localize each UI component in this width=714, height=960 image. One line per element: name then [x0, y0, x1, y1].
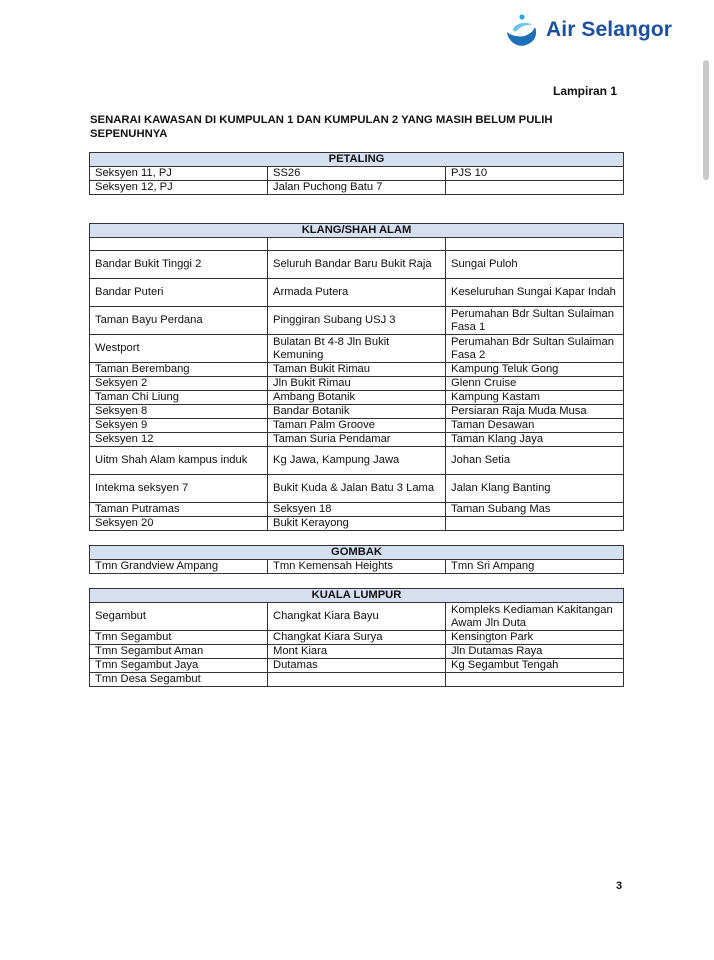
table-cell: Taman Subang Mas	[446, 503, 624, 517]
table-row	[90, 447, 624, 475]
table-cell: Changkat Kiara Surya	[268, 631, 446, 645]
table-cell: Perumahan Bdr Sultan Sulaiman Fasa 2	[446, 335, 624, 363]
table-cell: PJS 10	[446, 167, 624, 181]
table-cell: Ambang Botanik	[268, 391, 446, 405]
table-cell: Tmn Grandview Ampang	[90, 560, 268, 574]
table-cell: Bukit Kuda & Jalan Batu 3 Lama	[268, 475, 446, 503]
table-row	[90, 419, 624, 433]
table-cell: Kensington Park	[446, 631, 624, 645]
table-row	[90, 391, 624, 405]
table-gombak	[89, 545, 624, 574]
table-row	[90, 475, 624, 503]
table-cell: Armada Putera	[268, 279, 446, 307]
table-row	[90, 433, 624, 447]
table-cell: Kampung Teluk Gong	[446, 363, 624, 377]
table-row	[90, 503, 624, 517]
table-cell: Seksyen 18	[268, 503, 446, 517]
table-cell: Johan Setia	[446, 447, 624, 475]
table-row	[90, 279, 624, 307]
table-cell	[446, 181, 624, 195]
table-row	[90, 517, 624, 531]
table-cell: Changkat Kiara Bayu	[268, 603, 446, 631]
table-row	[90, 167, 624, 181]
table-row	[90, 673, 624, 687]
table-cell: Bandar Puteri	[90, 279, 268, 307]
table-cell: Seksyen 8	[90, 405, 268, 419]
table-cell: SS26	[268, 167, 446, 181]
table-cell: Seksyen 12	[90, 433, 268, 447]
table-cell: Persiaran Raja Muda Musa	[446, 405, 624, 419]
table-cell	[446, 673, 624, 687]
table-cell: Kampung Kastam	[446, 391, 624, 405]
table-cell: Tmn Segambut Jaya	[90, 659, 268, 673]
table-cell: Jln Dutamas Raya	[446, 645, 624, 659]
table-row	[90, 238, 624, 251]
table-row	[90, 377, 624, 391]
table-cell: Bandar Bukit Tinggi 2	[90, 251, 268, 279]
table-row	[90, 603, 624, 631]
table-cell: Bukit Kerayong	[268, 517, 446, 531]
table-cell	[268, 673, 446, 687]
table-cell: Seluruh Bandar Baru Bukit Raja	[268, 251, 446, 279]
table-cell: Taman Berembang	[90, 363, 268, 377]
table-cell: Jalan Puchong Batu 7	[268, 181, 446, 195]
table-cell: Taman Klang Jaya	[446, 433, 624, 447]
table-cell: Tmn Kemensah Heights	[268, 560, 446, 574]
scrollbar[interactable]	[703, 60, 709, 180]
air-selangor-logo	[504, 12, 672, 48]
table-cell: Kompleks Kediaman Kakitangan Awam Jln Duta	[446, 603, 624, 631]
table-cell: Mont Kiara	[268, 645, 446, 659]
water-drop-icon	[504, 12, 542, 48]
table-cell: Seksyen 12, PJ	[90, 181, 268, 195]
table-cell: Bulatan Bt 4-8 Jln Bukit Kemuning	[268, 335, 446, 363]
table-cell: Jln Bukit Rimau	[268, 377, 446, 391]
table-cell: Glenn Cruise	[446, 377, 624, 391]
logo-text: Air Selangor	[546, 18, 673, 41]
table-cell: Kg Segambut Tengah	[446, 659, 624, 673]
table-cell: Seksyen 20	[90, 517, 268, 531]
table-cell: Tmn Sri Ampang	[446, 560, 624, 574]
table-cell: Taman Chi Liung	[90, 391, 268, 405]
table-row	[90, 631, 624, 645]
table-cell: Bandar Botanik	[268, 405, 446, 419]
table-row	[90, 251, 624, 279]
table-row	[90, 405, 624, 419]
lampiran-label: Lampiran 1	[553, 84, 618, 98]
table-cell: Taman Bukit Rimau	[268, 363, 446, 377]
table-cell: Jalan Klang Banting	[446, 475, 624, 503]
table-cell: Tmn Segambut Aman	[90, 645, 268, 659]
table-cell: Sungai Puloh	[446, 251, 624, 279]
table-cell: Taman Desawan	[446, 419, 624, 433]
table-title: GOMBAK	[90, 546, 624, 560]
table-title: PETALING	[90, 153, 624, 167]
table-cell: Uitm Shah Alam kampus induk	[90, 447, 268, 475]
table-cell	[446, 517, 624, 531]
table-cell: Taman Bayu Perdana	[90, 307, 268, 335]
table-cell: Kg Jawa, Kampung Jawa	[268, 447, 446, 475]
table-petaling	[89, 152, 624, 195]
table-cell: Segambut	[90, 603, 268, 631]
table-title: KLANG/SHAH ALAM	[90, 224, 624, 238]
table-cell: Seksyen 2	[90, 377, 268, 391]
table-title: KUALA LUMPUR	[90, 589, 624, 603]
table-cell: Taman Palm Groove	[268, 419, 446, 433]
table-kuala-lumpur	[89, 588, 624, 687]
table-cell: Tmn Segambut	[90, 631, 268, 645]
table-cell: Intekma seksyen 7	[90, 475, 268, 503]
table-cell: Seksyen 9	[90, 419, 268, 433]
table-cell: Westport	[90, 335, 268, 363]
table-cell: Taman Suria Pendamar	[268, 433, 446, 447]
table-klang-shah-alam	[89, 223, 624, 531]
table-cell: Taman Putramas	[90, 503, 268, 517]
table-row	[90, 645, 624, 659]
table-row	[90, 307, 624, 335]
table-row	[90, 659, 624, 673]
document-heading: SENARAI KAWASAN DI KUMPULAN 1 DAN KUMPULAN 2 YANG MASIH BELUM PULIH SEPENUHNYA	[90, 114, 553, 140]
page-number: 3	[616, 880, 623, 892]
table-row	[90, 363, 624, 377]
table-cell: Tmn Desa Segambut	[90, 673, 268, 687]
table-cell: Seksyen 11, PJ	[90, 167, 268, 181]
table-cell: Dutamas	[268, 659, 446, 673]
table-row	[90, 181, 624, 195]
table-cell: Perumahan Bdr Sultan Sulaiman Fasa 1	[446, 307, 624, 335]
table-cell: Keseluruhan Sungai Kapar Indah	[446, 279, 624, 307]
table-row	[90, 335, 624, 363]
table-cell: Pinggiran Subang USJ 3	[268, 307, 446, 335]
table-row	[90, 560, 624, 574]
